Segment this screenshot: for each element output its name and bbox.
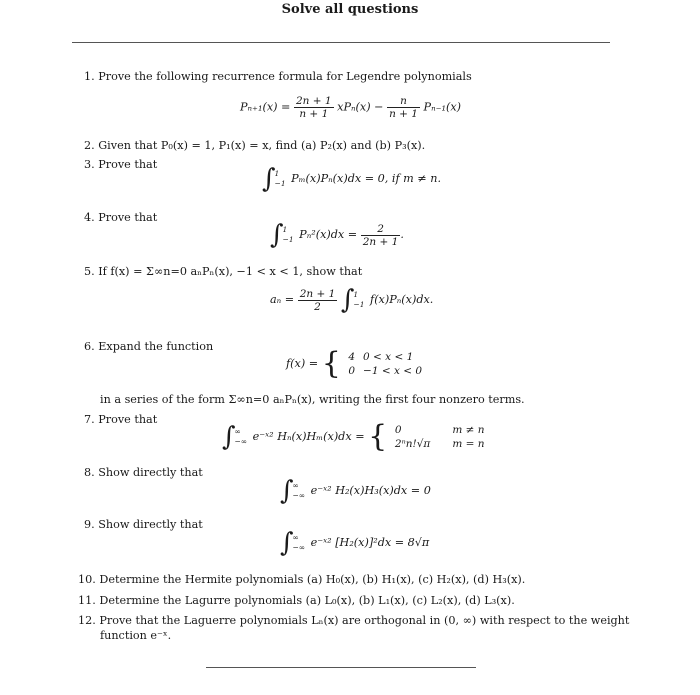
question-number: 7.: [84, 413, 95, 426]
eq4-body: Pₙ²(x)dx =: [299, 228, 358, 241]
integral-sign: ∫: [340, 285, 355, 315]
equation-7: [222, 419, 489, 454]
page-title: Solve all questions: [281, 2, 419, 17]
eq1-fraction-2: $\frac{n}{n + 1}$: [389, 95, 418, 120]
integral-sign: ∫: [280, 528, 294, 558]
integral-sign: ∫: [222, 422, 236, 452]
question-text: Prove the following recurrence formula for Legendre polynomials: [98, 70, 472, 83]
question-5: [84, 265, 362, 278]
question-9: [84, 518, 203, 531]
brace: {: [368, 419, 388, 454]
question-number: 9.: [84, 518, 95, 531]
integral-sign: ∫: [270, 220, 284, 250]
question-6: [84, 340, 213, 353]
eq3-body: Pₘ(x)Pₙ(x)dx = 0, if m ≠ n.: [291, 172, 442, 185]
question-text: Given that P₀(x) = 1, P₁(x) = x, find (a) P₂(x) and (b) P₃(x).: [98, 139, 426, 152]
eq7-cases: 0 m ≠ n 2ⁿn!√π m = n: [394, 424, 485, 450]
eq6-cases: 4 0 < x < 1 0 −1 < x < 0: [348, 351, 423, 377]
question-number: 5.: [84, 265, 95, 278]
question-number: 11.: [78, 594, 96, 607]
eq5-body: f(x)Pₙ(x)dx.: [370, 293, 434, 306]
question-text: Prove that the Laguerre polynomials Lₙ(x) are orthogonal in (0, ∞) with respect to the weight: [99, 614, 630, 627]
equation-8: [280, 478, 431, 504]
eq1-fraction-1: $\frac{2n + 1}{n + 1}$: [295, 95, 332, 120]
brace: {: [321, 346, 341, 381]
integral-limits: 1 −1: [274, 169, 286, 188]
question-text: in a series of the form Σ∞n=0 aₙPₙ(x), writing the first four nonzero terms.: [100, 393, 525, 406]
question-number: 12.: [78, 614, 96, 627]
bottom-divider: [206, 667, 476, 668]
top-divider: [72, 42, 610, 43]
question-6-continuation: [100, 393, 525, 406]
question-1: [84, 70, 472, 83]
question-12-continuation: [100, 629, 171, 642]
integral-sign: ∫: [280, 476, 294, 506]
question-number: 6.: [84, 340, 95, 353]
question-4: [84, 211, 157, 224]
question-text: function e⁻ˣ.: [100, 629, 172, 642]
equation-5: [270, 287, 433, 313]
question-text: Determine the Lagurre polynomials (a) L₀(x), (b) L₁(x), (c) L₂(x), (d) L₃(x).: [99, 594, 515, 607]
equation-9: [280, 530, 429, 556]
eq5-fraction: $\frac{2n + 1}{2}$: [299, 287, 336, 313]
question-text: Show directly that: [98, 466, 203, 479]
equation-6: [286, 346, 426, 381]
integral-limits: ∞ −∞: [292, 533, 306, 552]
question-number: 10.: [78, 573, 96, 586]
question-3: [84, 158, 157, 171]
question-8: [84, 466, 203, 479]
eq1-end: Pₙ₋₁(x): [423, 100, 462, 114]
integral-limits: 1 −1: [282, 225, 294, 244]
question-number: 8.: [84, 466, 95, 479]
question-text: Prove that: [98, 158, 158, 171]
question-number: 1.: [84, 70, 95, 83]
question-2: [84, 139, 425, 152]
question-12: [78, 614, 629, 627]
question-text: Determine the Hermite polynomials (a) H₀(x), (b) H₁(x), (c) H₂(x), (d) H₃(x).: [99, 573, 526, 586]
eq9-body: e⁻ˣ² [H₂(x)]²dx = 8√π: [310, 536, 430, 549]
question-text: Expand the function: [98, 340, 214, 353]
integral-limits: 1 −1: [353, 290, 365, 309]
equation-4: [270, 222, 404, 248]
eq8-body: e⁻ˣ² H₂(x)H₃(x)dx = 0: [310, 484, 431, 497]
eq1-mid: xPₙ(x) −: [337, 100, 384, 114]
question-10: [78, 573, 525, 586]
question-text: If f(x) = Σ∞n=0 aₙPₙ(x), −1 < x < 1, show that: [98, 265, 363, 278]
eq1-lhs: Pₙ₊₁(x) =: [240, 100, 291, 114]
equation-1: [240, 95, 461, 120]
eq4-end: .: [400, 228, 404, 241]
eq5-lhs: aₙ =: [270, 293, 295, 306]
question-number: 2.: [84, 139, 95, 152]
integral-sign: ∫: [262, 164, 276, 194]
equation-3: [262, 166, 441, 192]
question-number: 4.: [84, 211, 95, 224]
question-text: Prove that: [98, 211, 158, 224]
eq4-fraction: $\frac{2}{2n + 1}$: [362, 222, 399, 248]
question-11: [78, 594, 515, 607]
question-text: Prove that: [98, 413, 158, 426]
question-number: 3.: [84, 158, 95, 171]
question-text: Show directly that: [98, 518, 203, 531]
integral-limits: ∞ −∞: [234, 427, 248, 446]
question-7: [84, 413, 157, 426]
eq7-body: e⁻ˣ² Hₙ(x)Hₘ(x)dx =: [252, 430, 365, 443]
integral-limits: ∞ −∞: [292, 481, 306, 500]
eq6-lhs: f(x) =: [286, 357, 319, 370]
